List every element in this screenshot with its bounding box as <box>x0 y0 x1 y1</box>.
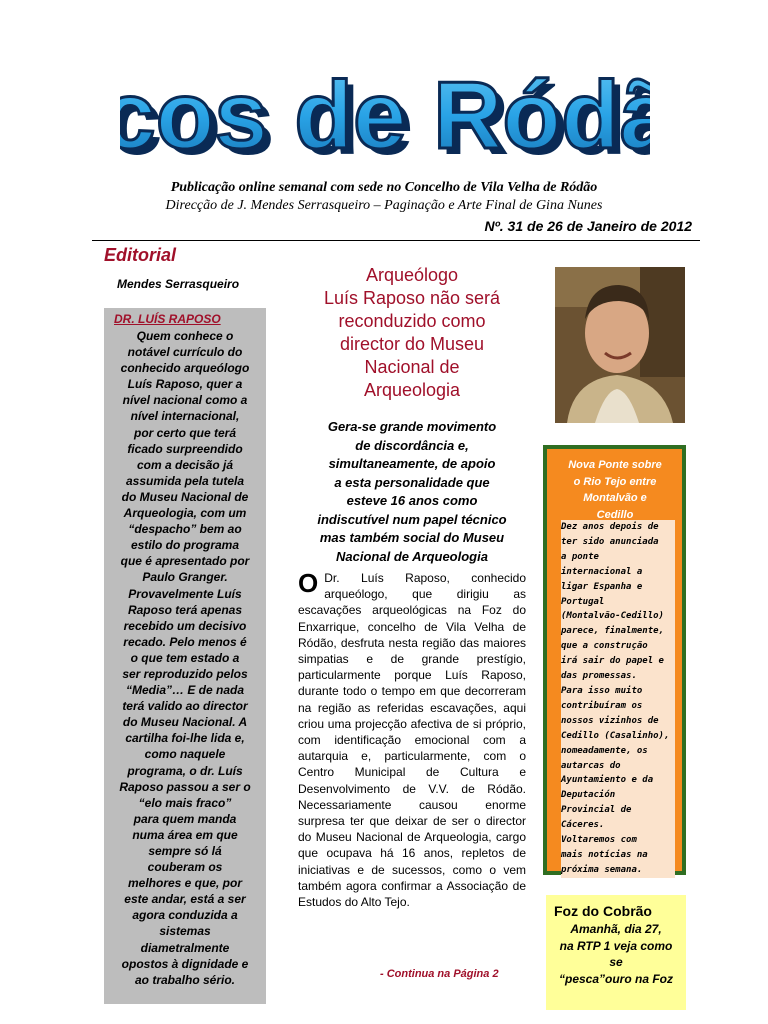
text-line: ficado surpreendido <box>127 441 243 456</box>
text-line: a esta personalidade que <box>334 474 490 490</box>
sidebar-text <box>561 520 675 878</box>
sidebar-news-box <box>543 445 686 875</box>
text-line: diametralmente <box>140 940 230 955</box>
sidebar-title <box>551 457 679 523</box>
foz-text <box>550 921 682 987</box>
text-line: sistemas <box>159 924 211 939</box>
text-line: couberam os <box>147 860 223 875</box>
text-line: Provavelmente Luís <box>128 586 242 601</box>
article-body-text: Dr. Luís Raposo, conhecido arqueólogo, que dirigiu as escavações arqueológicas na Foz do Enxarrique, concelho de Vila Velha de Ródão, desfruta nesta região das maiores simpatias e de grande prestígio, particularmente porque Luís Raposo, durante todo o tempo em que decorreram na região as referidas escavações, aqui criou uma projecção afectiva de si próprio, com identificação emocional com a autarquia e, particularmente, com o Centro Municipal de Cultura e Desenvolvimento de V.V. de Ródão. Necessariamente causou enorme surpresa ter que deixar de ser o director do Museu Nacional de Arqueologia, cargo que ocupava há 16 anos, repletos de iniciativas e de sucessos, como o vem também agora confirmar a Associação de Estudos do Alto Tejo. <box>298 571 526 910</box>
text-line: Portugal <box>561 596 605 607</box>
text-line: sempre só lá <box>148 844 222 858</box>
text-line: nomeadamente, os <box>561 745 648 756</box>
editorial-box-heading: DR. LUÍS RAPOSO <box>114 312 221 326</box>
text-line: “pesca”ouro na Foz <box>558 971 674 986</box>
text-line: Dez anos depois de <box>561 522 659 532</box>
text-line: numa área em que <box>132 827 238 842</box>
text-line: Deputación <box>561 790 616 801</box>
text-line: com a decisão já <box>136 457 234 472</box>
text-line: melhores e que, por <box>127 876 243 891</box>
text-line: simultaneamente, de apoio <box>328 456 496 471</box>
publication-subtitle: Publicação online semanal com sede no Concelho de Vila Velha de Ródão <box>170 180 598 195</box>
drop-cap: O <box>298 568 319 598</box>
text-line: programa, o dr. Luís <box>127 763 243 778</box>
text-line: Raposo terá apenas <box>127 602 243 617</box>
editorial-box <box>104 308 266 1004</box>
editorial-author: Mendes Serrasqueiro <box>117 277 240 291</box>
text-line: autarcas do <box>561 760 621 771</box>
foz-title: Foz do Cobrão <box>554 903 652 919</box>
text-line: “despacho” bem ao <box>128 522 242 537</box>
editorial-text <box>108 328 262 988</box>
text-line: cartilha foi-lhe lida e, <box>125 731 245 746</box>
text-line: próxima semana. <box>561 864 643 875</box>
text-line: “elo mais fraco” <box>138 795 232 810</box>
text-line: para quem manda <box>133 811 237 826</box>
text-line: este andar, está a ser <box>124 892 246 907</box>
text-line: reconduzido como <box>338 311 486 331</box>
text-line: Nova Ponte sobre <box>568 459 662 471</box>
text-line: por certo que terá <box>133 425 237 440</box>
text-line: Montalvão e <box>583 492 647 504</box>
text-line: Luís Raposo, quer a <box>127 377 243 392</box>
text-line: internacional a <box>561 566 643 577</box>
text-line: Paulo Granger. <box>142 570 228 585</box>
text-line: Raposo passou a ser o <box>119 779 251 794</box>
text-line: agora conduzida a <box>132 908 238 923</box>
masthead-logo <box>120 30 650 180</box>
text-line: ao trabalho sério. <box>134 972 236 987</box>
foz-box <box>546 895 686 1010</box>
text-line: recado. Pelo menos é <box>123 634 247 649</box>
text-line: assumida pela tutela <box>125 473 245 488</box>
article-body <box>298 570 526 910</box>
text-line: Gera-se grande movimento <box>327 419 497 434</box>
text-line: do Museu Nacional de <box>121 489 249 504</box>
text-line: Arqueólogo <box>365 265 459 285</box>
editorial-section-title: Editorial <box>104 245 177 265</box>
text-line: ter sido anunciada <box>561 536 659 547</box>
text-line: Luís Raposo não será <box>323 288 501 308</box>
text-line: nossos vizinhos de <box>561 715 659 726</box>
text-line: Amanhã, dia 27, <box>570 922 662 936</box>
text-line: se <box>609 955 623 969</box>
text-line: terá valido ao director <box>122 699 248 714</box>
text-line: director do Museu <box>339 334 485 354</box>
text-line: como naquele <box>144 747 226 762</box>
credits-line: Direcção de J. Mendes Serrasqueiro – Paginação e Arte Final de Gina Nunes <box>165 198 603 213</box>
continue-link[interactable]: - Continua na Página 2 <box>380 968 499 980</box>
text-line: que é apresentado por <box>120 554 250 569</box>
text-line: parece, finalmente, <box>561 626 664 637</box>
text-line: Arqueologia <box>363 380 461 400</box>
text-line: na RTP 1 veja como <box>559 938 673 953</box>
text-line: Para isso muito <box>561 685 643 696</box>
text-line: estilo do programa <box>130 538 240 553</box>
text-line: “Media”… E de nada <box>125 683 245 698</box>
text-line: indiscutível num papel técnico <box>317 511 507 527</box>
text-line: a ponte <box>561 551 599 562</box>
text-line: recebido um decisivo <box>123 618 247 633</box>
text-line: Nacional de <box>364 357 460 377</box>
text-line: esteve 16 anos como <box>346 493 478 508</box>
text-line: ser reproduzido pelos <box>122 666 248 681</box>
text-line: o que tem estado a <box>130 650 240 665</box>
text-line: conhecido arqueólogo <box>120 361 250 376</box>
text-line: o Rio Tejo entre <box>573 475 657 488</box>
text-line: de discordância e, <box>355 437 469 453</box>
article-subheadline <box>296 418 528 566</box>
article-headline <box>296 264 528 402</box>
text-line: ligar Espanha e <box>561 581 643 592</box>
text-line: contribuíram os <box>561 700 643 711</box>
text-line: Quem conhece o <box>136 329 234 343</box>
text-line: mas também social do Museu <box>319 530 505 545</box>
text-line: nível nacional como a <box>122 393 248 408</box>
text-line: Cáceres. <box>561 820 605 831</box>
text-line: opostos à dignidade e <box>121 956 249 971</box>
text-line: (Montalvão-Cedillo) <box>561 611 664 622</box>
text-line: Voltaremos com <box>561 835 637 846</box>
text-line: mais notícias na <box>561 849 648 860</box>
text-line: que a construção <box>561 641 648 652</box>
portrait-photo <box>555 267 685 423</box>
text-line: Cedillo (Casalinho), <box>561 730 670 741</box>
header-rule <box>92 240 700 241</box>
text-line: das promessas. <box>561 671 637 682</box>
text-line: Ayuntamiento e da <box>561 775 654 786</box>
text-line: do Museu Nacional. A <box>122 715 248 730</box>
text-line: Cedillo <box>596 508 634 521</box>
text-line: nível internacional, <box>130 409 240 424</box>
text-line: Provincial de <box>561 805 632 816</box>
masthead-title: cos de Ródã <box>120 62 650 169</box>
text-line: Arqueologia, com um <box>123 506 247 521</box>
text-line: irá sair do papel e <box>561 656 664 667</box>
text-line: notável currículo do <box>127 345 243 360</box>
issue-date: Nº. 31 de 26 de Janeiro de 2012 <box>484 218 692 234</box>
masthead-shadow: cos de Ród <box>120 68 627 175</box>
text-line: Nacional de Arqueologia <box>336 548 488 564</box>
